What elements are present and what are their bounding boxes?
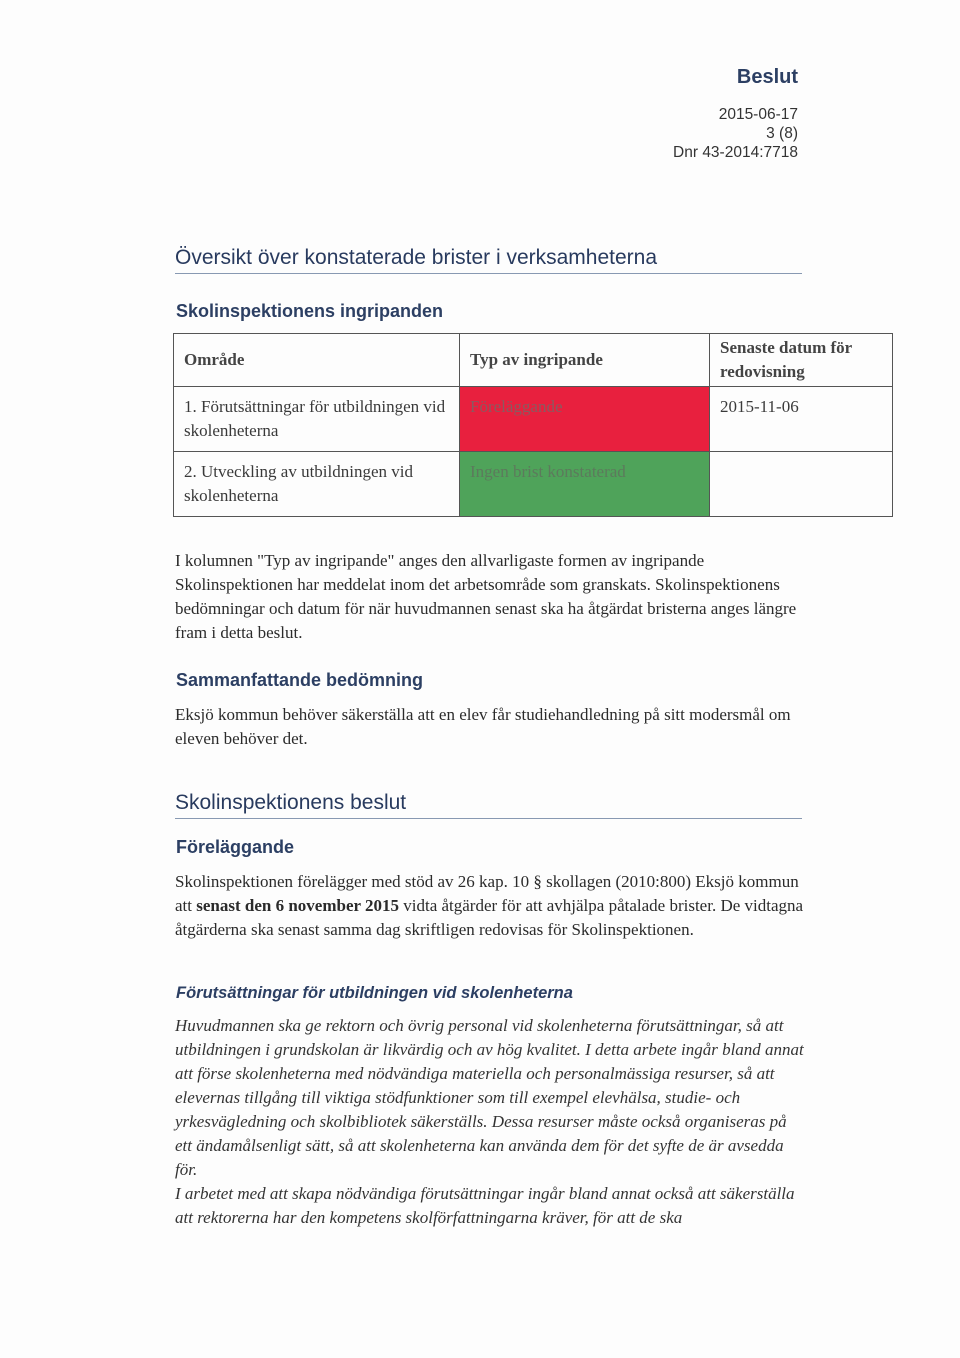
conditions-paragraph: I arbetet med att skapa nödvändiga förutsättningar ingår bland annat också att säkerställa att rektorerna har den kompetens skolförfattningarna kräver, för att de ska: [175, 1184, 795, 1227]
column-header-type: Typ av ingripande: [460, 334, 710, 387]
column-header-date: Senaste datum för redovisning: [710, 334, 893, 387]
injunction-heading: Föreläggande: [176, 837, 295, 857]
document-date: 2015-06-17: [718, 106, 798, 123]
area-cell: 1. Förutsättningar för utbildningen vid skolenheterna: [174, 387, 460, 452]
document-kind: Beslut: [736, 66, 798, 88]
intervention-type-cell: Föreläggande: [460, 387, 710, 452]
injunction-text: [175, 870, 815, 942]
table-header-row: [174, 334, 893, 387]
summary-heading: Sammanfattande bedömning: [176, 670, 424, 690]
deadline-cell: [710, 452, 893, 517]
area-cell: 2. Utveckling av utbildningen vid skolenheterna: [174, 452, 460, 517]
conditions-heading: Förutsättningar för utbildningen vid skolenheterna: [176, 984, 573, 1002]
registration-number: Dnr 43-2014:7718: [673, 144, 798, 161]
conditions-paragraph: Huvudmannen ska ge rektorn och övrig personal vid skolenheterna förutsättningar, så att utbildningen i grundskolan är likvärdig och av hög kvalitet. I detta arbete ingår bland annat att förse skolenheterna med nödvändiga materiella och personalmässiga resurser, så att elevernas tillgång till viktiga stödfunktioner som till exempel elevhälsa, studie- och yrkesvägledning och skolbibliotek säkerställs. Dessa resurser måste också organiseras på ett ändamålsenligt sätt, så att skolenheterna kan använda dem för det syfte de är avsedda för.: [175, 1016, 804, 1179]
overview-heading: Översikt över konstaterade brister i verksamheterna: [175, 246, 802, 274]
interventions-table: [173, 333, 893, 517]
decision-heading: Skolinspektionens beslut: [175, 791, 802, 819]
deadline-cell: 2015-11-06: [710, 387, 893, 452]
table-explanation: I kolumnen "Typ av ingripande" anges den allvarligaste formen av ingripande Skolinspektionen har meddelat inom det arbetsområde som granskats. Skolinspektionens bedömningar och datum för när huvudmannen senast ska ha åtgärdat bristerna anges längre fram i detta beslut.: [175, 551, 797, 642]
column-header-area: Område: [174, 334, 460, 387]
injunction-text-end: vidta åtgärder för att avhjälpa påtalade brister. De vidtagna åtgärderna ska senast samma dag skriftligen redovisas för Skolinspektionen.: [175, 896, 804, 939]
intervention-type-cell: Ingen brist konstaterad: [460, 452, 710, 517]
injunction-text-start: Skolinspektionen förelägger med stöd av 26 kap. 10 § skollagen (2010:800) Eksjö kommun att: [175, 872, 799, 915]
page-number: 3 (8): [766, 125, 798, 142]
interventions-heading: Skolinspektionens ingripanden: [176, 301, 444, 321]
table-row: [174, 387, 893, 452]
injunction-deadline: senast den 6 november 2015: [196, 896, 399, 915]
table-row: [174, 452, 893, 517]
summary-text: Eksjö kommun behöver säkerställa att en elev får studiehandledning på sitt modersmål om eleven behöver det.: [175, 705, 791, 748]
document-header: [673, 66, 798, 162]
